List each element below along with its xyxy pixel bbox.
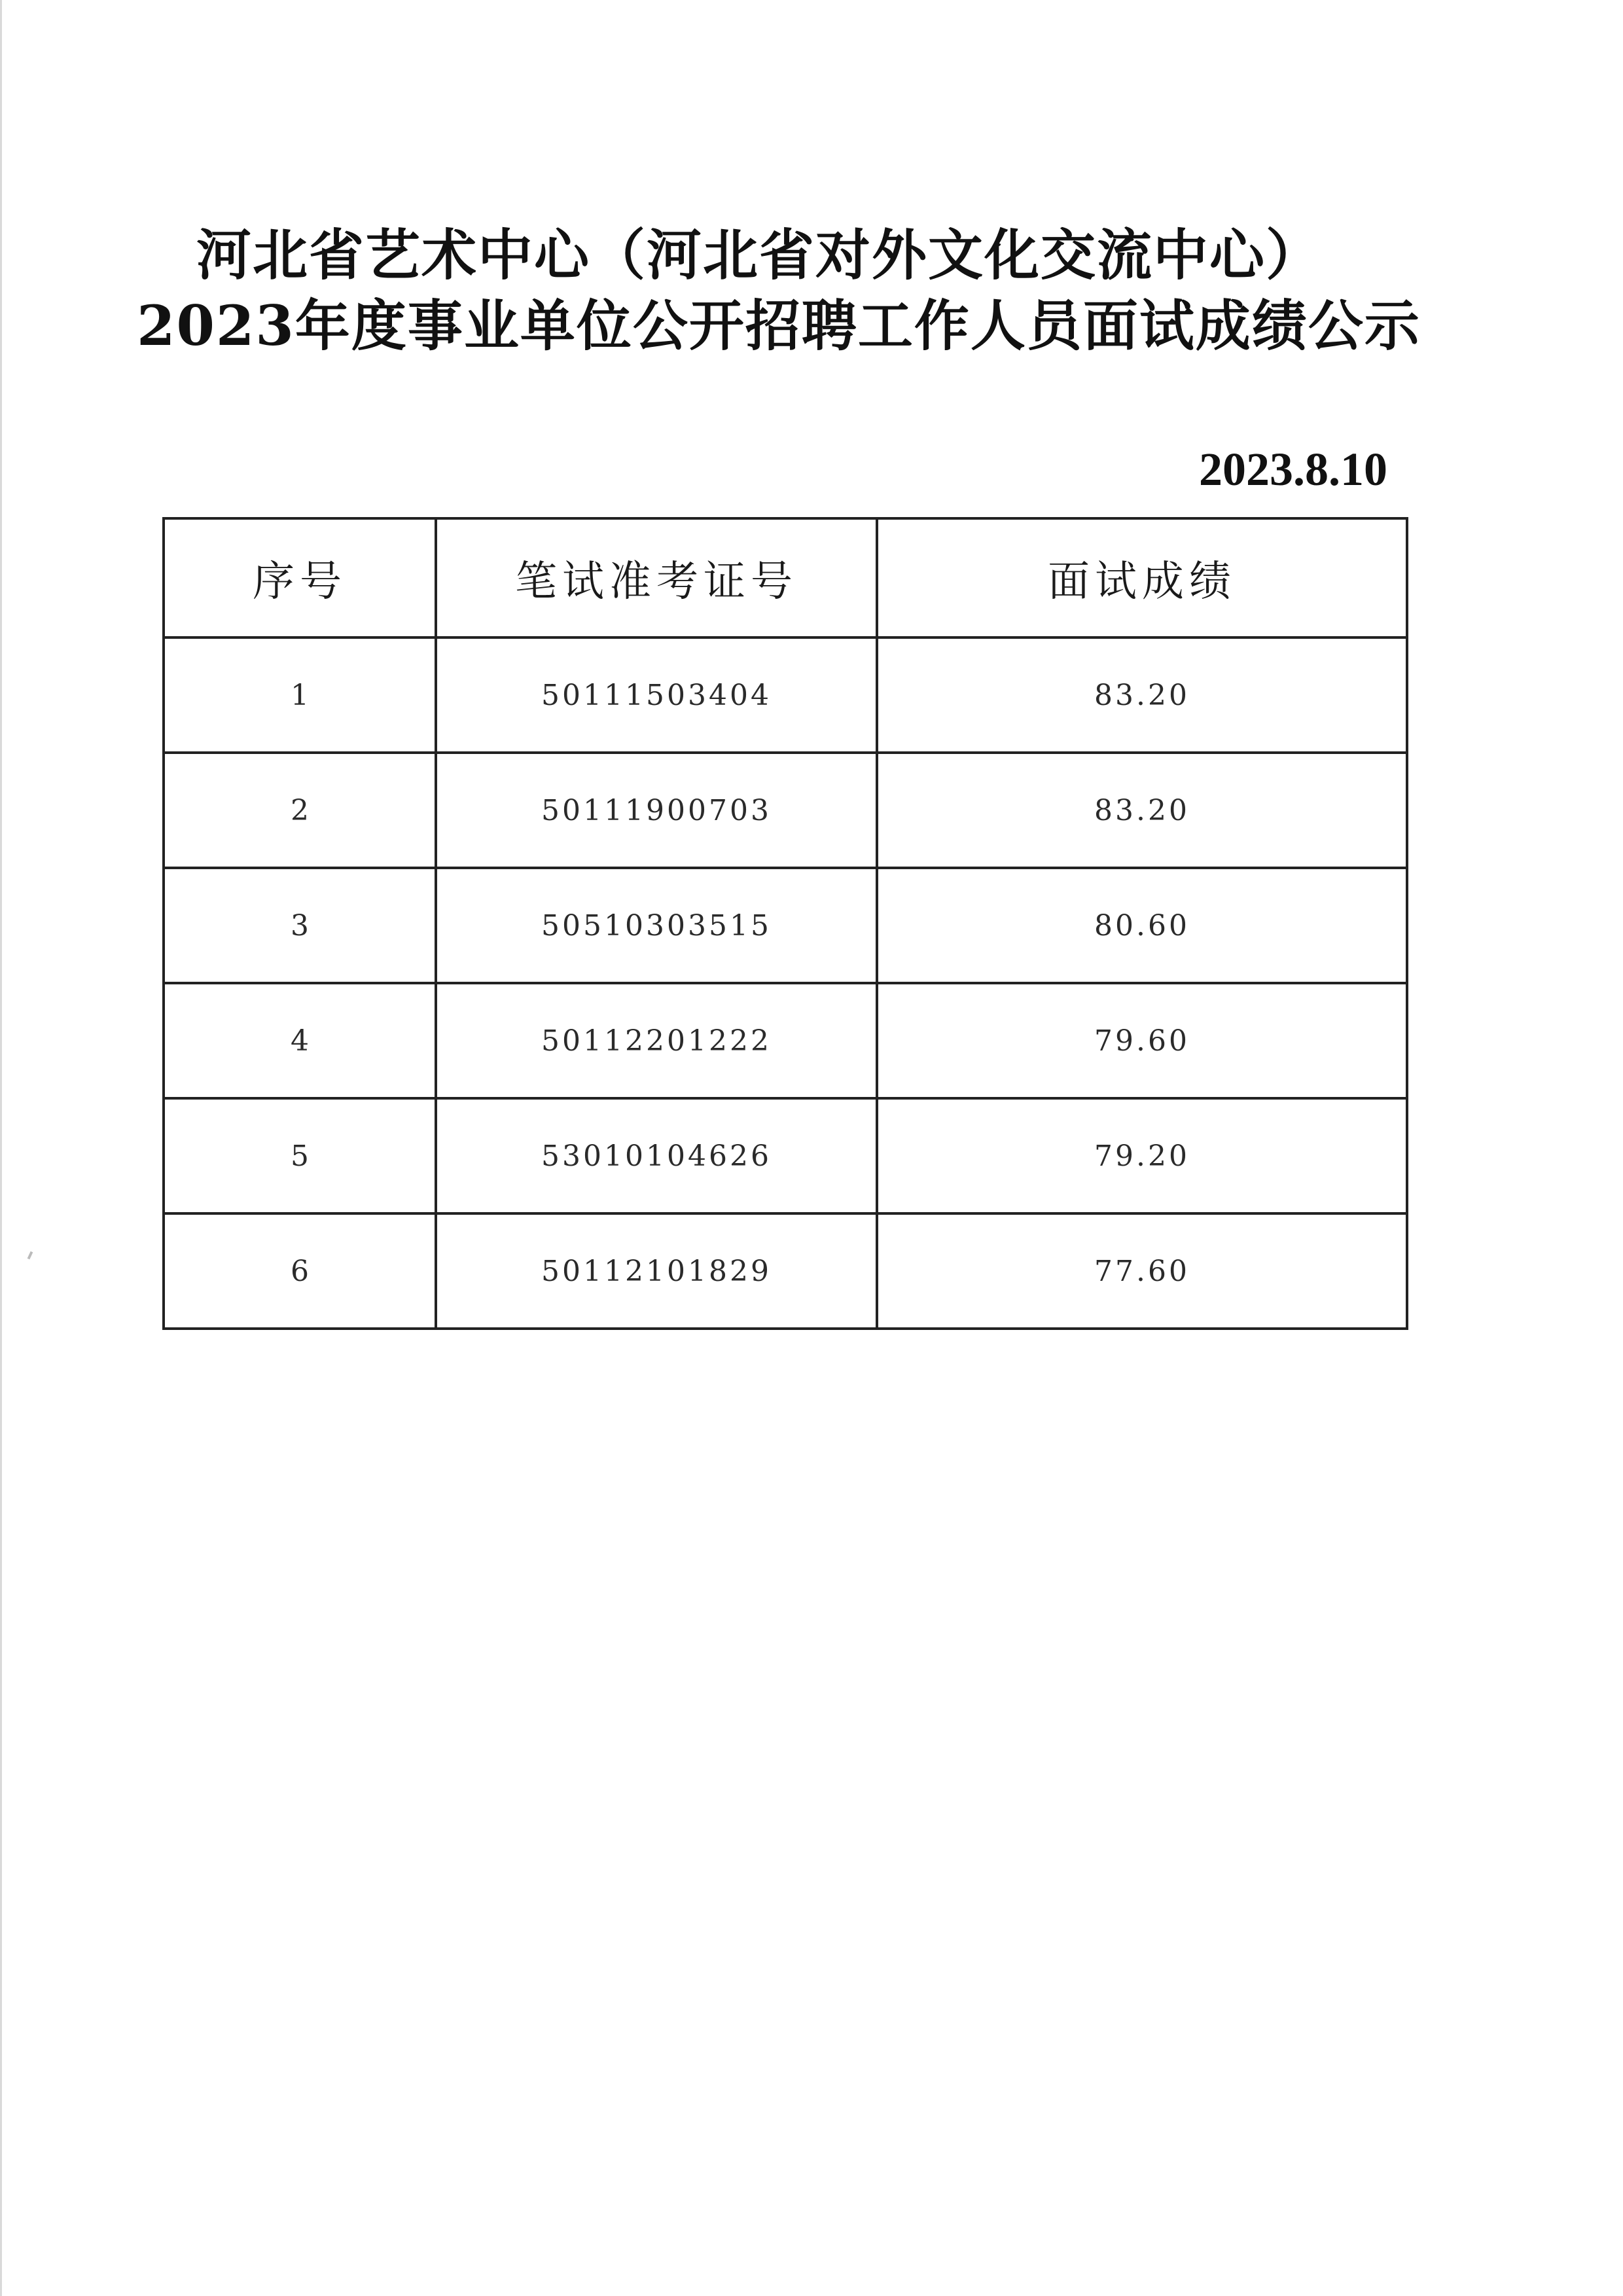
row-score: 83.20 (877, 637, 1407, 753)
row-seq: 2 (164, 753, 436, 868)
table-row (164, 868, 1407, 983)
row-score: 80.60 (877, 868, 1407, 983)
table-row (164, 1213, 1407, 1329)
row-exam-id: 50510303515 (436, 868, 877, 983)
row-score: 83.20 (877, 753, 1407, 868)
row-exam-id: 50111900703 (436, 753, 877, 868)
row-score: 77.60 (877, 1213, 1407, 1329)
row-exam-id: 50112201222 (436, 983, 877, 1098)
row-exam-id: 50112101829 (436, 1213, 877, 1329)
row-seq: 1 (164, 637, 436, 753)
table-row (164, 1098, 1407, 1213)
row-seq: 3 (164, 868, 436, 983)
table-row (164, 753, 1407, 868)
table-row (164, 637, 1407, 753)
scan-speck (27, 1251, 33, 1260)
row-seq: 5 (164, 1098, 436, 1213)
column-header-exam-id: 笔试准考证号 (436, 518, 877, 637)
row-seq: 4 (164, 983, 436, 1098)
interview-score-table (162, 517, 1408, 1330)
table-header-row (164, 518, 1407, 637)
row-score: 79.60 (877, 983, 1407, 1098)
row-seq: 6 (164, 1213, 436, 1329)
publication-date: 2023.8.10 (1199, 443, 1387, 495)
row-exam-id: 50111503404 (436, 637, 877, 753)
row-exam-id: 53010104626 (436, 1098, 877, 1213)
column-header-score: 面试成绩 (877, 518, 1407, 637)
document-title-line1: 河北省艺术中心（河北省对外文化交流中心） (196, 223, 1322, 287)
row-score: 79.20 (877, 1098, 1407, 1213)
column-header-seq: 序号 (164, 518, 436, 637)
document-title-line2: 2023年度事业单位公开招聘工作人员面试成绩公示 (137, 293, 1421, 358)
table-row (164, 983, 1407, 1098)
